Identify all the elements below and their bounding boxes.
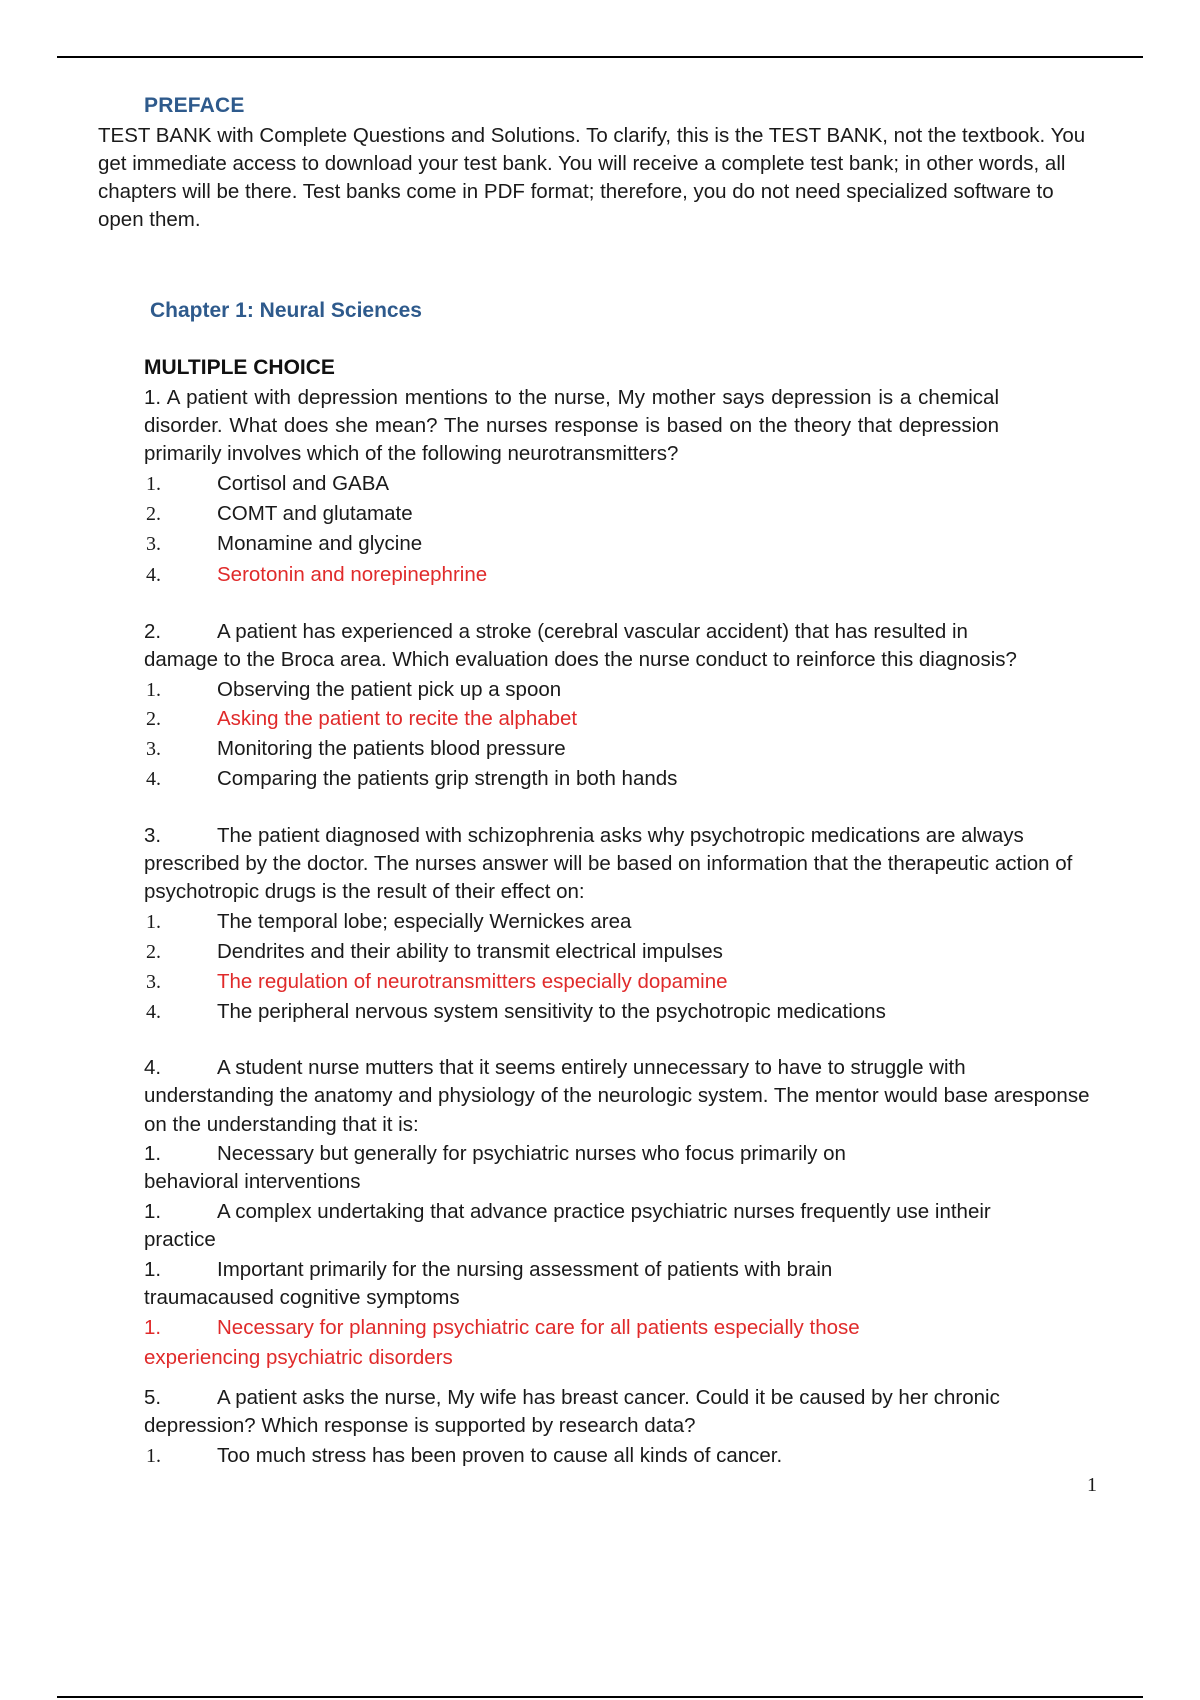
option-text: Too much stress has been proven to cause all kinds of cancer. [217,1444,783,1467]
correct-answer: Serotonin and norepinephrine [217,563,488,586]
option-number: 3. [146,738,161,760]
option-number: 1. [146,679,161,701]
option-text: Comparing the patients grip strength in both hands [217,767,678,790]
option-text: Dendrites and their ability to transmit electrical impulses [217,940,723,963]
option-text: The temporal lobe; especially Wernickes area [217,910,632,933]
correct-answer: Asking the patient to recite the alphabet [217,707,578,730]
option-text: The peripheral nervous system sensitivity to the psychotropic medications [217,1000,886,1023]
option-number: 4. [146,1001,161,1023]
option-text: Observing the patient pick up a spoon [217,678,562,701]
question-5-stem-line: depression? Which response is supported by research data? [144,1414,696,1437]
top-rule [57,56,1143,58]
option-text-continued: behavioral interventions [144,1170,361,1193]
preface-body: TEST BANK with Complete Questions and Solutions. To clarify, this is the TEST BANK, not the textbook. You get immediate access to download your test bank. You will receive a complete test bank; in other words, all chapters will be there. Test banks come in PDF format; therefore, you do not need specialized software to open them. [98,124,1086,231]
question-3-stem-line: The patient diagnosed with schizophrenia asks why psychotropic medications are always [217,824,1024,847]
page-number: 1 [1087,1474,1097,1496]
question-4-stem-line: understanding the anatomy and physiology of the neurologic system. The mentor would base aresponse [144,1084,1090,1107]
question-2-number: 2. [144,620,162,643]
option-number: 1. [146,911,161,933]
option-text: Necessary but generally for psychiatric nurses who focus primarily on [217,1142,846,1165]
question-4-stem-line: on the understanding that it is: [144,1113,419,1136]
option-text-continued: traumacaused cognitive symptoms [144,1286,460,1309]
chapter-title: Chapter 1: Neural Sciences [150,299,422,322]
option-text: A complex undertaking that advance practice psychiatric nurses frequently use intheir [217,1200,991,1223]
option-number: 1. [146,473,161,495]
option-text: Monamine and glycine [217,532,423,555]
option-number: 1. [144,1142,162,1165]
option-number: 1. [146,1445,161,1467]
option-text: COMT and glutamate [217,502,413,525]
option-text: Monitoring the patients blood pressure [217,737,566,760]
preface-title: PREFACE [144,94,245,117]
correct-answer: Necessary for planning psychiatric care for all patients especially those [217,1316,860,1339]
option-text-continued: practice [144,1228,216,1251]
question-3-stem-line: psychotropic drugs is the result of their effect on: [144,880,585,903]
bottom-rule [57,1696,1143,1698]
option-number: 1. [144,1316,162,1339]
option-number: 4. [146,564,161,586]
option-text: Cortisol and GABA [217,472,390,495]
option-number: 3. [146,533,161,555]
question-3-stem-line: prescribed by the doctor. The nurses answer will be based on information that the therapeutic action of [144,852,1073,875]
option-number: 2. [146,941,161,963]
option-number: 1. [144,1258,162,1281]
question-4-number: 4. [144,1056,162,1079]
option-number: 2. [146,708,161,730]
option-number: 1. [144,1200,162,1223]
option-text: Important primarily for the nursing assessment of patients with brain [217,1258,833,1281]
question-5-number: 5. [144,1386,162,1409]
correct-answer-continued: experiencing psychiatric disorders [144,1346,453,1369]
question-5-stem-line: A patient asks the nurse, My wife has breast cancer. Could it be caused by her chronic [217,1386,1000,1409]
question-2-stem-line: A patient has experienced a stroke (cerebral vascular accident) that has resulted in [217,620,968,643]
section-heading: MULTIPLE CHOICE [144,356,335,379]
option-number: 2. [146,503,161,525]
option-number: 3. [146,971,161,993]
option-number: 4. [146,768,161,790]
question-4-stem-line: A student nurse mutters that it seems entirely unnecessary to have to struggle with [217,1056,966,1079]
question-3-number: 3. [144,824,162,847]
correct-answer: The regulation of neurotransmitters especially dopamine [217,970,728,993]
question-1-stem: 1. A patient with depression mentions to the nurse, My mother says depression is a chemical disorder. What does she mean? The nurses response is based on the theory that depression primarily involves which of the following neurotransmitters? [144,386,999,465]
question-2-stem-line: damage to the Broca area. Which evaluation does the nurse conduct to reinforce this diagnosis? [144,648,1017,671]
